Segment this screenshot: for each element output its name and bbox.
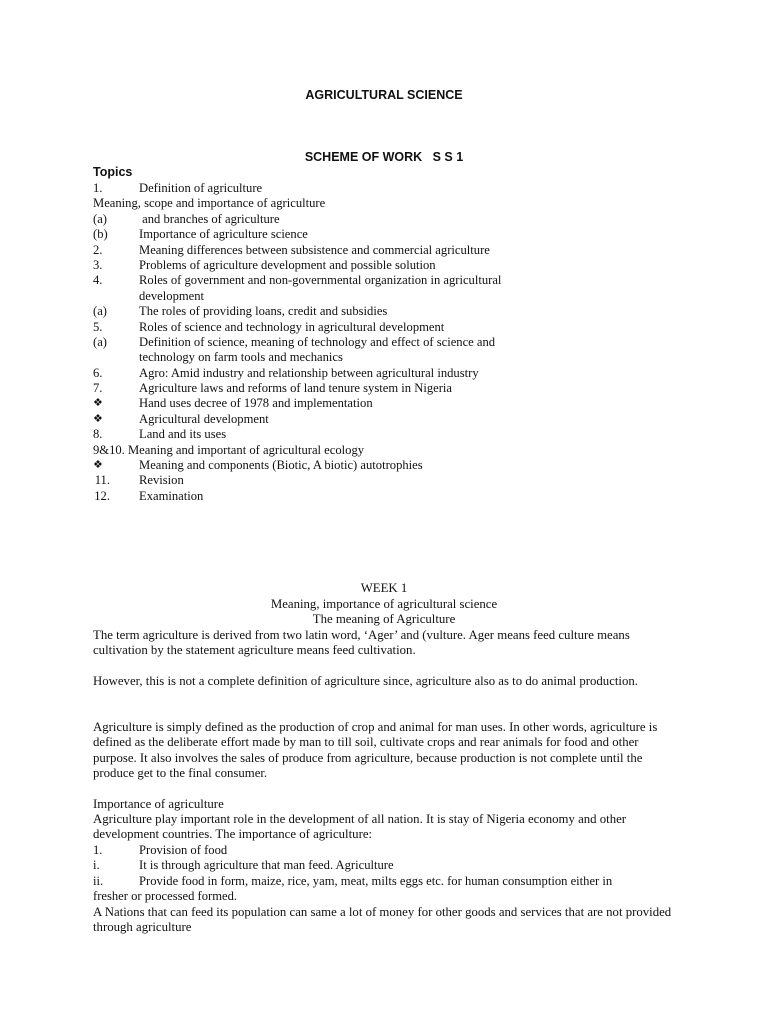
paragraph: A Nations that can feed its population can same a lot of money for other goods and services that are not provided through agriculture xyxy=(93,905,672,935)
item-text: Hand uses decree of 1978 and implementation xyxy=(139,396,373,411)
paragraph: The term agriculture is derived from two latin word, ‘Ager’ and (vulture. Ager means feed culture means cultivation by the statement agriculture means feed cultivation. xyxy=(93,628,630,658)
item-number: 8. xyxy=(93,427,103,442)
item-text: Land and its uses xyxy=(139,427,227,442)
list-item xyxy=(93,320,713,335)
item-number: 5. xyxy=(93,319,103,334)
week-label: WEEK 1 xyxy=(360,581,408,595)
topics-list xyxy=(93,181,713,504)
item-text: development xyxy=(139,288,205,303)
item-text: Revision xyxy=(139,473,184,488)
document-title: AGRICULTURAL SCIENCE xyxy=(305,88,463,102)
importance-heading: Importance of agriculture xyxy=(93,797,224,811)
bullet-icon: ❖ xyxy=(93,412,103,425)
item-number: i. xyxy=(93,858,100,873)
item-number: 7. xyxy=(93,381,103,396)
item-number: (a) xyxy=(93,211,107,226)
item-text: Meaning differences between subsistence and commercial agriculture xyxy=(139,242,490,257)
item-text: Provision of food xyxy=(139,843,228,857)
item-text: 9&10. Meaning and important of agricultural ecology xyxy=(93,442,365,457)
list-item xyxy=(93,381,713,396)
item-number: 1. xyxy=(93,843,103,857)
item-number: 1. xyxy=(93,181,103,195)
item-text: fresher or processed formed. xyxy=(93,889,238,904)
bullet-icon: ❖ xyxy=(93,459,103,472)
list-item xyxy=(93,489,713,504)
scheme-heading: SCHEME OF WORK S S 1 xyxy=(304,150,464,164)
list-item xyxy=(93,243,713,258)
item-text: Meaning, scope and importance of agriculture xyxy=(93,196,326,211)
item-text: Agricultural development xyxy=(139,411,269,426)
item-text: Definition of science, meaning of technology and effect of science and xyxy=(139,334,496,349)
list-item xyxy=(93,289,713,304)
item-text: and branches of agriculture xyxy=(139,211,280,226)
item-number: 12. xyxy=(94,488,110,503)
list-item xyxy=(93,458,713,473)
list-item xyxy=(93,350,713,365)
item-text: Roles of government and non-governmental organization in agricultural xyxy=(139,273,502,288)
paragraph: Agriculture play important role in the development of all nation. It is stay of Nigeria economy and other development countries. The importance of agriculture: xyxy=(93,812,627,842)
item-number: 6. xyxy=(93,365,103,380)
item-text: Problems of agriculture development and possible solution xyxy=(139,257,436,272)
list-item xyxy=(93,227,713,242)
item-number: (a) xyxy=(93,304,107,319)
section-heading: The meaning of Agriculture xyxy=(312,612,456,626)
list-item xyxy=(93,335,713,350)
list-item xyxy=(93,196,713,211)
item-number: (a) xyxy=(93,334,107,349)
list-item xyxy=(93,858,693,873)
item-text: Provide food in form, maize, rice, yam, meat, milts eggs etc. for human consumption either in xyxy=(139,873,613,888)
list-item xyxy=(93,366,713,381)
item-text: Meaning and components (Biotic, A biotic) autotrophies xyxy=(139,458,423,473)
item-text: It is through agriculture that man feed. Agriculture xyxy=(139,858,394,873)
item-text: The roles of providing loans, credit and subsidies xyxy=(139,304,388,319)
list-item xyxy=(93,874,693,889)
item-text: Examination xyxy=(139,488,204,503)
bullet-icon: ❖ xyxy=(93,397,103,410)
list-item xyxy=(93,258,713,273)
list-item xyxy=(93,889,693,904)
list-item xyxy=(93,396,713,411)
item-number: 3. xyxy=(93,257,103,272)
item-number: (b) xyxy=(93,227,108,242)
list-item xyxy=(93,473,713,488)
item-text: Roles of science and technology in agricultural development xyxy=(139,319,445,334)
list-item xyxy=(93,212,713,227)
list-item xyxy=(93,443,713,458)
item-text: technology on farm tools and mechanics xyxy=(139,350,343,365)
importance-list xyxy=(93,843,693,905)
item-text: Agriculture laws and reforms of land tenure system in Nigeria xyxy=(139,381,452,396)
item-text: Importance of agriculture science xyxy=(139,227,308,242)
list-item xyxy=(93,304,713,319)
paragraph: Agriculture is simply defined as the production of crop and animal for man uses. In other words, agriculture is defined as the deliberate effort made by man to till soil, cultivate crops and rear animals for food and other purpose. It also involves the sales of produce from agriculture, because production is not complete until the produce get to the final consumer. xyxy=(93,720,658,781)
list-item xyxy=(93,843,693,858)
item-number: 2. xyxy=(93,242,103,257)
item-text: Agro: Amid industry and relationship between agricultural industry xyxy=(139,365,479,380)
paragraph: However, this is not a complete definition of agriculture since, agriculture also as to do animal production. xyxy=(93,674,638,688)
item-number: ii. xyxy=(93,873,104,888)
topics-heading: Topics xyxy=(93,165,133,179)
list-item xyxy=(93,427,713,442)
list-item xyxy=(93,273,713,288)
week-subtitle: Meaning, importance of agricultural science xyxy=(270,597,498,611)
item-number: 11. xyxy=(94,473,110,488)
item-text: Definition of agriculture xyxy=(139,181,263,195)
item-number: 4. xyxy=(93,273,103,288)
list-item xyxy=(93,181,713,196)
list-item xyxy=(93,412,713,427)
